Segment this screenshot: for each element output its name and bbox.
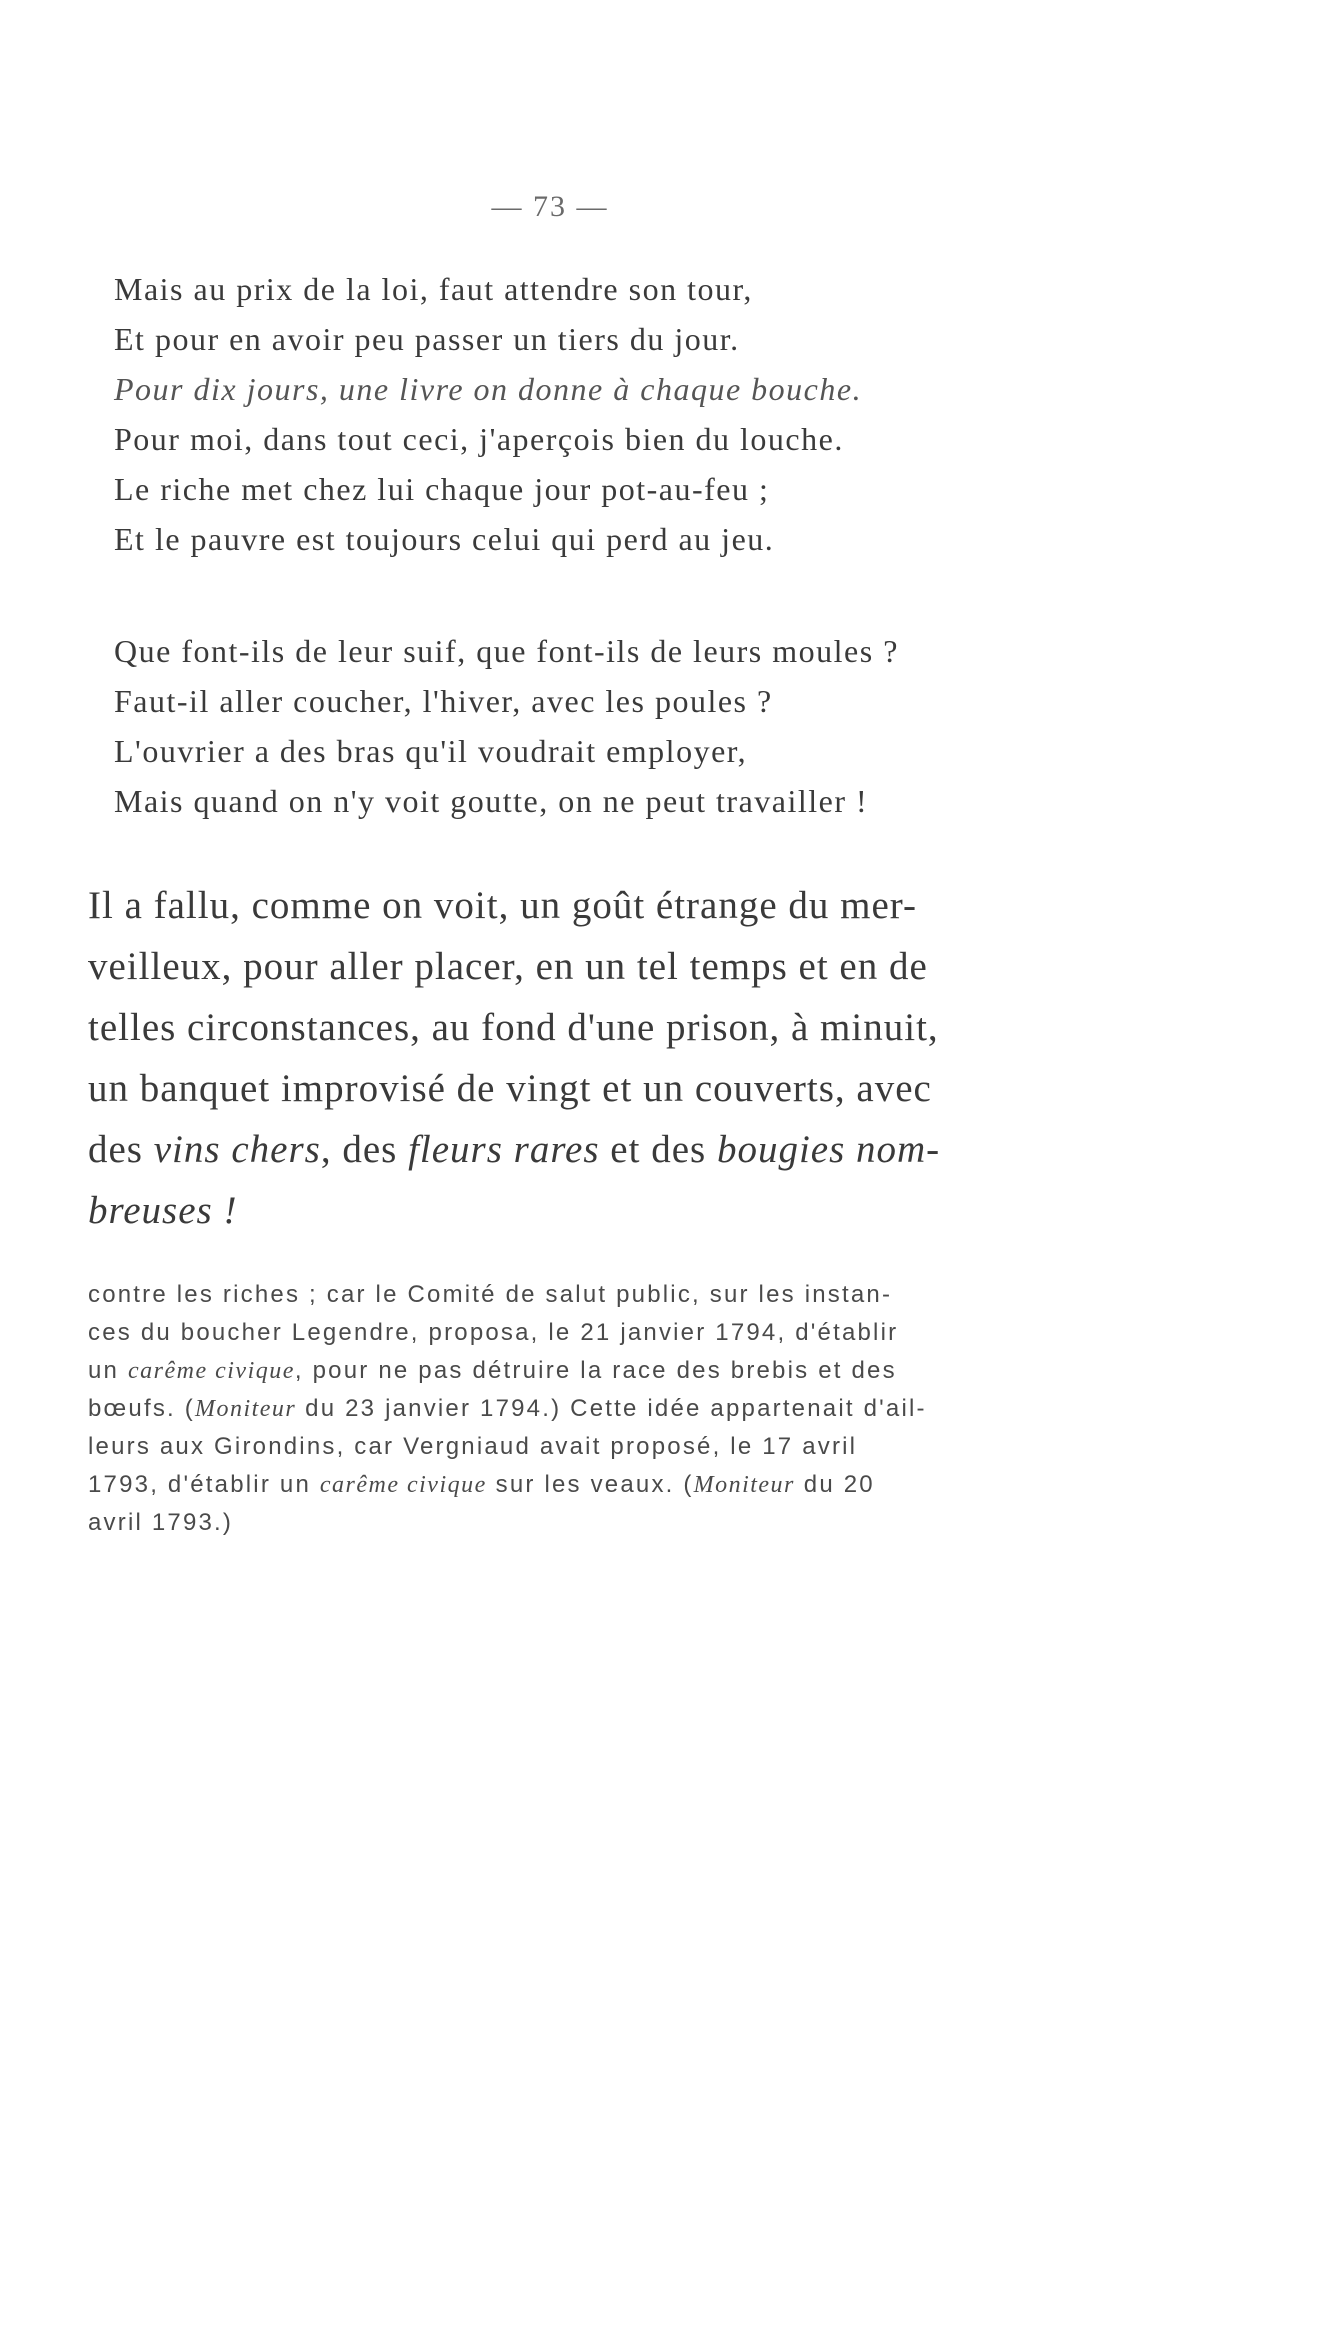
footnote-line <box>88 1466 1078 1504</box>
prose-line: telles circonstances, au fond d'une prison, à minuit, <box>88 1006 939 1049</box>
footnote-line <box>88 1390 1078 1428</box>
prose-text: et des <box>599 1128 717 1171</box>
prose-italic-text: vins chers <box>153 1128 321 1171</box>
poem-line: Mais quand on n'y voit goutte, on ne peut travailler ! <box>114 783 869 819</box>
footnote-text: sur les veaux. ( <box>486 1471 694 1498</box>
footnote-line: leurs aux Girondins, car Vergniaud avait proposé, le 17 avril <box>88 1433 858 1460</box>
footnote-italic-text: carême civique <box>319 1472 487 1498</box>
prose-line: veilleux, pour aller placer, en un tel temps et en de <box>88 945 928 988</box>
poem-line: Pour moi, dans tout ceci, j'aperçois bien du louche. <box>114 421 844 457</box>
poem-line: Le riche met chez lui chaque jour pot-au-feu ; <box>114 471 770 507</box>
prose-text: des <box>88 1128 154 1171</box>
footnote-line: avril 1793.) <box>88 1509 234 1536</box>
prose-text: , des <box>320 1128 409 1171</box>
footnote-italic-text: carême civique <box>127 1358 295 1384</box>
poem-stanza-1 <box>114 264 1114 564</box>
prose-paragraph <box>88 875 1068 1241</box>
footnote-italic-text: Moniteur <box>693 1472 795 1498</box>
poem-line: Mais au prix de la loi, faut attendre son tour, <box>114 271 753 307</box>
footnote-italic-text: Moniteur <box>194 1396 297 1422</box>
prose-line: Il a fallu, comme on voit, un goût étrange du mer- <box>88 884 917 927</box>
footnote-text: un <box>88 1357 128 1384</box>
footnote-line: contre les riches ; car le Comité de salut public, sur les instan- <box>88 1281 893 1308</box>
footnote-text: bœufs. ( <box>88 1395 195 1422</box>
footnote <box>88 1276 1078 1542</box>
prose-line: un banquet improvisé de vingt et un couverts, avec <box>88 1067 932 1110</box>
poem-line: Que font-ils de leur suif, que font-ils de leurs moules ? <box>114 633 899 669</box>
poem-line-italic: Pour dix jours, une livre on donne à chaque bouche. <box>114 371 863 407</box>
poem-line: Et le pauvre est toujours celui qui perd au jeu. <box>114 521 775 557</box>
poem-line: Et pour en avoir peu passer un tiers du jour. <box>114 321 740 357</box>
prose-line <box>88 1180 1068 1241</box>
footnote-text: du 23 janvier 1794.) Cette idée appartenait d'ail- <box>296 1395 927 1422</box>
prose-italic-text: bougies nom- <box>716 1128 941 1171</box>
footnote-text: du 20 <box>794 1471 875 1498</box>
footnote-text: 1793, d'établir un <box>88 1471 320 1498</box>
poem-line: L'ouvrier a des bras qu'il voudrait employer, <box>114 733 748 769</box>
footnote-line <box>88 1352 1078 1390</box>
footnote-line: ces du boucher Legendre, proposa, le 21 janvier 1794, d'établir <box>88 1319 899 1346</box>
footnote-text: , pour ne pas détruire la race des brebis et des <box>294 1357 897 1384</box>
poem-stanza-2 <box>114 626 1114 826</box>
prose-italic-text: breuses ! <box>88 1189 238 1232</box>
prose-italic-text: fleurs rares <box>408 1128 600 1171</box>
page-number: — 73 — <box>491 190 609 223</box>
poem-line: Faut-il aller coucher, l'hiver, avec les poules ? <box>114 683 773 719</box>
prose-line <box>88 1119 1068 1180</box>
